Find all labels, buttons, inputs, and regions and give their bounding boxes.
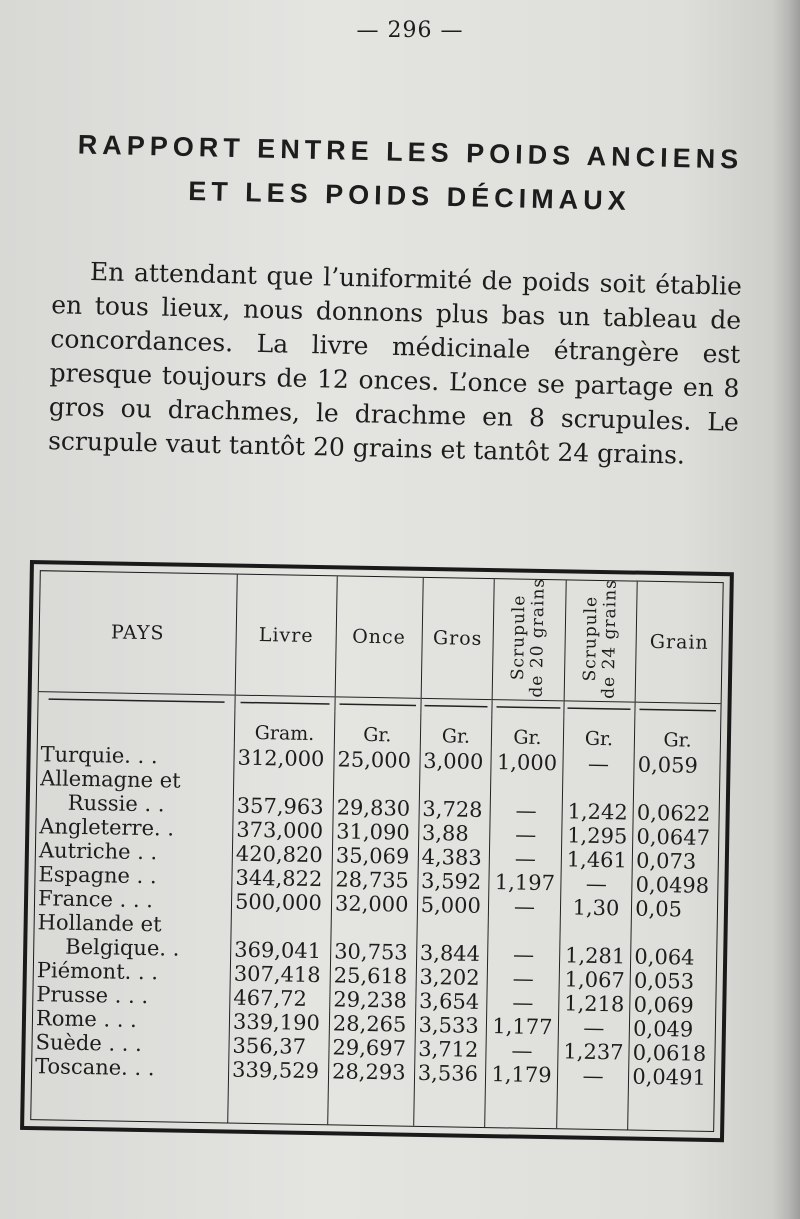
value-cell: 31,090 [336,819,410,845]
value-cell: 369,041 [234,937,322,964]
value-cell: — [512,942,535,967]
value-cell: 339,190 [232,1009,321,1036]
country-cell: Allemagne et [39,766,181,793]
country-cell: Suède . . . [35,1030,143,1057]
header-scrupule-20-label: Scrupule de 20 grains [508,577,550,698]
table-header-row [39,571,723,703]
gros-column [413,747,491,1127]
unit-grain: Gr. [635,717,721,752]
unit-scrupule-24: Gr. [563,715,635,750]
unit-scrupule-20: Gr. [492,714,564,749]
value-cell: 25,000 [337,747,412,773]
value-cell [337,771,416,796]
page-number: — 296 — [356,18,464,43]
value-cell: 3,533 [418,1012,479,1038]
value-cell: 1,177 [492,1014,553,1040]
value-cell: — [514,846,537,871]
value-cell: 356,37 [232,1033,307,1059]
value-cell [237,770,330,796]
value-cell: 344,822 [235,865,323,892]
country-cell: Prusse . . . [36,982,149,1009]
country-cell: Hollande et [37,910,162,937]
country-cell: Rome . . . [35,1006,138,1032]
unit-livre: Gram. [234,710,335,746]
country-cell: Piémont. . . [36,958,159,985]
header-gros: Gros [421,578,495,700]
value-cell: 25,618 [333,963,408,989]
header-scrupule-20 [492,579,566,701]
header-grain: Grain [635,582,722,704]
scrupule-20-column [485,748,563,1128]
value-cell: 29,238 [333,987,408,1013]
value-cell: 1,295 [566,823,628,849]
value-cell: 1,197 [494,870,556,896]
value-cell: 1,218 [564,991,625,1017]
value-cell: 30,753 [333,939,408,965]
value-cell [637,777,716,802]
value-cell: — [512,990,534,1015]
country-cell: Espagne . . [38,862,157,889]
value-cell: 312,000 [237,745,325,772]
value-cell: 28,293 [331,1059,406,1085]
value-cell: 339,529 [231,1057,320,1084]
header-pays: PAYS [110,621,165,645]
value-cell: 0,0498 [635,872,710,898]
value-cell [423,773,488,798]
value-cell: 0,049 [632,1016,694,1042]
value-cell: 0,064 [634,944,695,970]
country-cell: Toscane. . . [34,1054,155,1081]
value-cell: — [583,1015,605,1041]
value-cell: 4,383 [421,844,482,870]
value-cell: 0,05 [635,896,683,922]
country-column [31,740,234,1122]
value-cell: 5,000 [420,892,482,918]
value-cell: 1,242 [567,799,628,825]
value-cell: 467,72 [233,985,308,1011]
value-cell: 0,059 [637,752,699,778]
value-cell: 3,592 [420,868,482,894]
value-cell: 3,844 [419,940,481,966]
value-cell: 1,000 [496,750,558,776]
value-cell: 3,202 [419,964,480,990]
value-cell: — [515,798,537,823]
value-cell: 307,418 [233,961,321,988]
value-cell [563,919,628,944]
value-cell: 0,0622 [636,800,711,826]
value-cell: — [512,966,534,991]
header-scrupule-24 [564,580,638,702]
value-cell: — [511,1038,533,1063]
value-cell: 1,281 [564,943,626,969]
value-cell: 500,000 [234,889,323,916]
weights-table-inner-border [30,570,723,1132]
header-scrupule-24-label: Scrupule de 24 grains [579,578,621,699]
country-cell: France . . . [37,886,154,913]
once-column [328,745,420,1125]
value-cell: 1,237 [563,1039,624,1065]
value-cell: 0,0618 [632,1040,707,1066]
value-cell [420,917,485,942]
unit-once: Gr. [334,711,420,746]
value-cell: — [582,1063,604,1089]
value-cell: 29,697 [332,1035,407,1061]
value-cell: 0,053 [633,968,695,994]
header-once: Once [335,576,423,698]
value-cell [566,775,631,800]
value-cell: 1,461 [566,847,628,873]
scrupule-24-column [556,749,634,1129]
table-body-row [31,740,720,1131]
country-cell: Russie . . [67,790,165,817]
value-cell: 0,0647 [636,824,711,850]
value-cell: 1,067 [564,967,626,993]
book-spine-shadow [772,0,800,1219]
value-cell: 0,0491 [632,1064,707,1090]
value-cell: — [513,894,536,919]
value-cell: 28,735 [335,867,410,893]
page-title: RAPPORT ENTRE LES POIDS ANCIENS ET LES POIDS DÉCIMAUX [77,129,744,217]
country-cell: Belgique. . [65,934,180,961]
value-cell: 1,30 [572,895,620,921]
value-cell: 3,728 [422,796,483,822]
value-cell: 29,830 [336,795,411,821]
value-cell: 3,654 [418,988,480,1014]
value-cell: 3,712 [418,1036,479,1062]
country-cell: Turquie. . . [40,742,158,769]
value-cell: 28,265 [332,1011,407,1037]
value-cell: 420,820 [235,841,323,868]
value-cell [334,915,413,940]
value-cell: 0,069 [633,992,694,1018]
value-cell: 1,179 [491,1062,552,1088]
value-cell: 35,069 [335,843,410,869]
value-cell: 3,000 [423,748,484,774]
value-cell: — [515,822,537,847]
unit-gros: Gr. [420,713,492,748]
value-cell [234,914,327,940]
weights-table-frame [20,560,734,1142]
intro-paragraph: En attendant que l’uniformité de poids soit établie en tous lieux, nous donnons plus bas un tableau de concordances. La livre médicinale étrangère est presque toujours de 12 onces. L’once se partage en 8 gros ou drachmes, le drachme en 8 scrupules. Le scrupule vaut tantôt 20 grains et tantôt 24 grains. [47,257,743,470]
value-cell: 3,88 [421,820,469,846]
country-cell: Autriche . . [38,838,158,865]
grain-column [628,751,720,1131]
value-cell: — [587,751,610,777]
value-cell [635,921,714,946]
value-cell [492,918,557,943]
value-cell: 32,000 [334,891,409,917]
weights-table [31,571,722,1131]
value-cell: — [585,871,608,897]
value-cell: 373,000 [236,817,324,844]
header-livre: Livre [235,575,337,697]
country-cell: Angleterre. . [39,814,175,841]
value-cell: 0,073 [635,848,697,874]
livre-column [228,744,335,1125]
value-cell: 3,536 [417,1060,479,1086]
value-cell: 357,963 [236,793,324,820]
value-cell [494,774,559,799]
